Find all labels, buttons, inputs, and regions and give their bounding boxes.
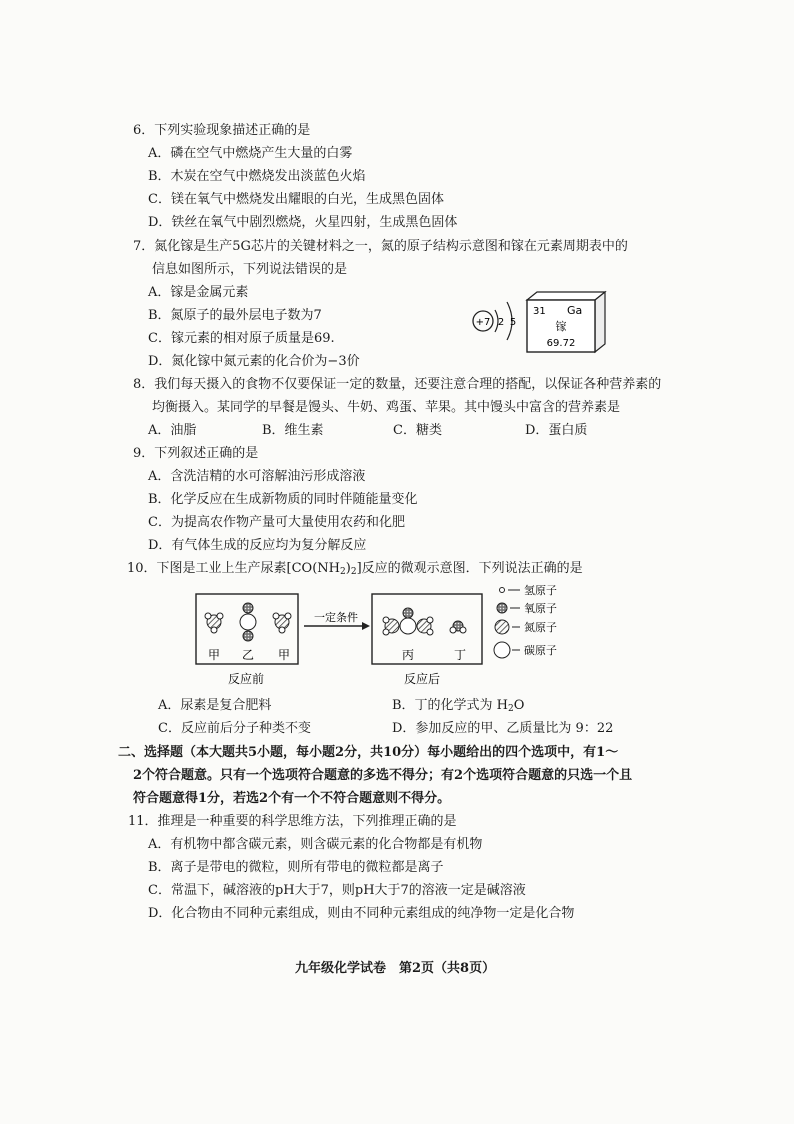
element-symbol: Ga [567, 304, 583, 317]
q8-title: 8．我们每天摄入的食物不仅要保证一定的数量，还要注意合理的搭配，以保证各种营养素的 [133, 377, 662, 392]
q11-option-b: B．离子是带电的微粒，则所有带电的微粒都是离子 [148, 860, 444, 875]
q6-title: 6．下列实验现象描述正确的是 [133, 123, 311, 138]
q10-title-subscript: 2 [340, 567, 346, 577]
reaction-condition: 一定条件 [314, 611, 358, 624]
q7-title-cont: 信息如图所示，下列说法错误的是 [152, 262, 348, 277]
label-jia-1: 甲 [207, 648, 221, 662]
q10-title-subscript: 2 [350, 567, 357, 577]
element-name: 镓 [555, 320, 567, 333]
before-caption: 反应前 [227, 672, 265, 686]
q9-option-b: B．化学反应在生成新物质的同时伴随能量变化 [148, 492, 418, 507]
q10-option-a: A．尿素是复合肥料 [158, 698, 272, 713]
gallium-element-card [527, 292, 605, 352]
q7-figure [465, 290, 625, 354]
q7-title: 7．氮化镓是生产5G芯片的关键材料之一，氮的原子结构示意图和镓在元素周期表中的 [133, 239, 628, 254]
molecule-jia-left [205, 613, 223, 633]
q8-title-cont: 均衡摄入。某同学的早餐是馒头、牛奶、鸡蛋、苹果。其中馒头中富含的营养素是 [152, 400, 621, 415]
q7-option-b: B．氮原子的最外层电子数为7 [148, 308, 322, 323]
reaction-arrow [304, 610, 370, 630]
q11-title: 11．推理是一种重要的科学思维方法，下列推理正确的是 [128, 814, 457, 829]
q10-title-part: ) [345, 561, 351, 576]
q6-option-a: A．磷在空气中燃烧产生大量的白雾 [148, 146, 353, 161]
q9-option-a: A．含洗洁精的水可溶解油污形成溶液 [148, 469, 366, 484]
element-mass: 69.72 [546, 338, 576, 349]
q9-option-d: D．有气体生成的反应均为复分解反应 [148, 538, 367, 553]
q7-option-d: D．氮化镓中氮元素的化合价为−3价 [148, 354, 360, 369]
molecule-yi [240, 603, 256, 641]
q10-title-part: ]反应的微观示意图．下列说法正确的是 [356, 561, 583, 576]
section2-line1: 二、选择题（本大题共5小题，每小题2分，共10分）每小题给出的四个选项中，有1～ [118, 745, 619, 760]
q8-option-c: C．糖类 [393, 423, 442, 438]
q9-title: 9．下列叙述正确的是 [133, 446, 259, 461]
q10-option-b-part: O [513, 698, 525, 713]
page-footer: 九年级化学试卷 第2页（共8页） [295, 961, 496, 976]
section2-line3: 符合题意得1分，若选2个有一个不符合题意则不得分。 [133, 791, 451, 806]
shell-2-electrons: 5 [509, 317, 517, 328]
q10-reaction-diagram [190, 580, 610, 692]
legend-carbon: 碳原子 [524, 644, 557, 657]
molecule-bing-urea [383, 608, 433, 635]
label-jia-2: 甲 [277, 648, 291, 662]
legend-hydrogen: 氢原子 [524, 584, 557, 597]
label-ding: 丁 [453, 648, 467, 662]
q11-option-d: D．化合物由不同种元素组成，则由不同种元素组成的纯净物一定是化合物 [148, 906, 575, 921]
q7-option-c: C．镓元素的相对原子质量是69. [148, 331, 335, 346]
molecule-jia-right [273, 613, 291, 633]
nitrogen-atom-diagram [473, 302, 516, 340]
nucleus-charge: +7 [475, 317, 491, 328]
label-yi: 乙 [241, 648, 255, 662]
q8-option-d: D．蛋白质 [525, 423, 588, 438]
shell-1-electrons: 2 [497, 317, 505, 328]
q8-option-a: A．油脂 [148, 423, 197, 438]
label-bing: 丙 [401, 648, 415, 662]
q10-option-b [392, 697, 524, 718]
section2-line2: 2个符合题意。只有一个选项符合题意的多选不得分；有2个选项符合题意的只选一个且 [133, 768, 633, 783]
molecule-ding-water [450, 621, 466, 633]
q11-option-a: A．有机物中都含碳元素，则含碳元素的化合物都是有机物 [148, 837, 483, 852]
after-caption: 反应后 [403, 672, 441, 686]
q7-option-a: A．镓是金属元素 [148, 285, 249, 300]
q10-option-b-part: B．丁的化学式为 H [392, 698, 509, 713]
q8-option-b: B．维生素 [262, 423, 324, 438]
legend-nitrogen: 氮原子 [524, 621, 557, 634]
q9-option-c: C．为提高农作物产量可大量使用农药和化肥 [148, 515, 405, 530]
legend-oxygen: 氧原子 [524, 602, 557, 615]
q11-option-c: C．常温下，碱溶液的pH大于7，则pH大于7的溶液一定是碱溶液 [148, 883, 526, 898]
q10-option-b-subscript: 2 [508, 704, 514, 714]
legend [494, 583, 557, 658]
q10-title-part: 10．下图是工业上生产尿素[CO(NH [127, 561, 341, 576]
q6-option-c: C．镁在氧气中燃烧发出耀眼的白光，生成黑色固体 [148, 192, 444, 207]
q6-option-b: B．木炭在空气中燃烧发出淡蓝色火焰 [148, 169, 366, 184]
q10-title [127, 560, 583, 581]
q10-option-c: C．反应前后分子种类不变 [158, 721, 311, 736]
q10-option-d: D．参加反应的甲、乙质量比为 9：22 [392, 721, 614, 736]
q6-option-d: D．铁丝在氧气中剧烈燃烧，火星四射，生成黑色固体 [148, 215, 458, 230]
element-number: 31 [533, 306, 546, 317]
